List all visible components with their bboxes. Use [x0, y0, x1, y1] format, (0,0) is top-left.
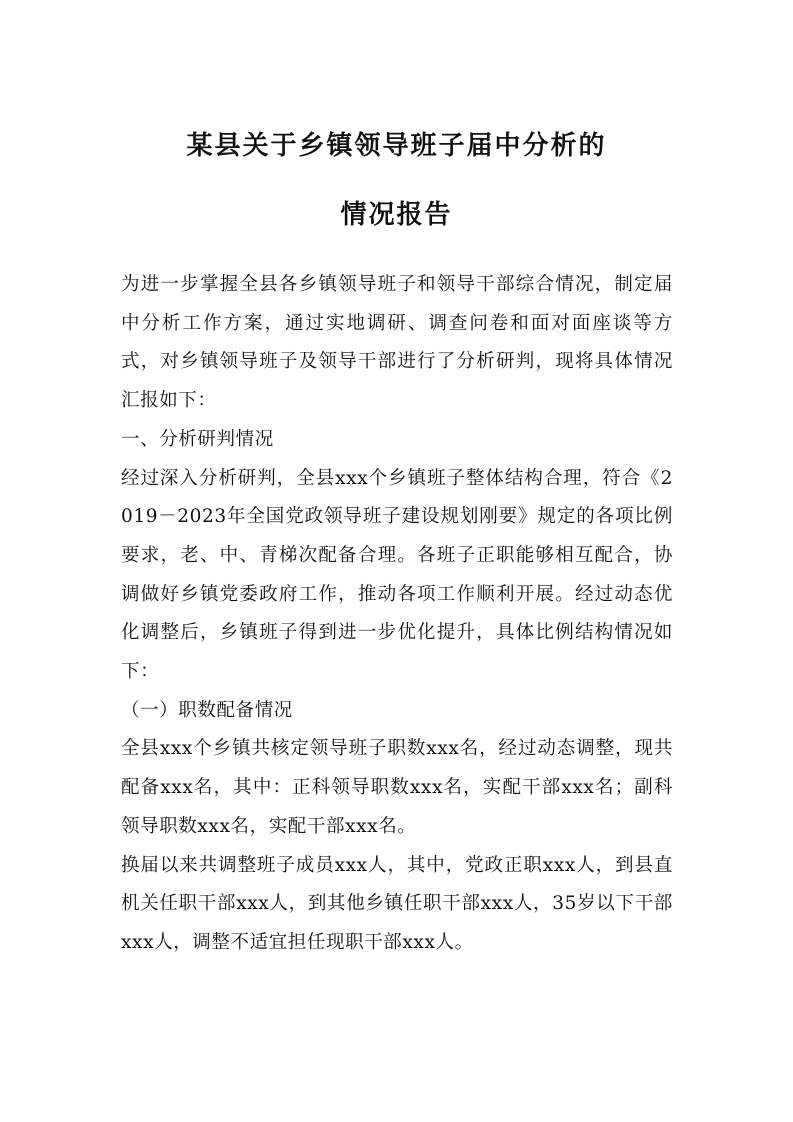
document-title-line-1: 某县关于乡镇领导班子届中分析的 — [186, 131, 607, 161]
document-body — [121, 266, 673, 963]
document-title-line-2: 情况报告 — [340, 200, 453, 230]
subsection-heading-1: （一）职数配备情况 — [121, 699, 293, 721]
staffing-paragraph: 全县xxx个乡镇共核定领导班子职数xxx名，经过动态调整，现共配备xxx名，其中：正科领导职数xxx名，实配干部xxx名；副科领导职数xxx名，实配干部xxx名。 — [121, 738, 673, 837]
adjustment-paragraph: 换届以来共调整班子成员xxx人，其中，党政正职xxx人，到县直机关任职干部xxx人，到其他乡镇任职干部xxx人，35岁以下干部xxx人，调整不适宜担任现职干部xxx人。 — [121, 854, 673, 953]
section-heading-1: 一、分析研判情况 — [121, 428, 274, 450]
analysis-paragraph: 经过深入分析研判，全县xxx个乡镇班子整体结构合理，符合《2019－2023年全国党政领导班子建设规划刚要》规定的各项比例要求，老、中、青梯次配备合理。各班子正职能够相互配合，协调做好乡镇党委政府工作，推动各项工作顺利开展。经过动态优化调整后，乡镇班子得到进一步优化提升，具体比例结构情况如下： — [121, 467, 673, 683]
intro-paragraph: 为进一步掌握全县各乡镇领导班子和领导干部综合情况，制定届中分析工作方案，通过实地调研、调查问卷和面对面座谈等方式，对乡镇领导班子及领导干部进行了分析研判，现将具体情况汇报如下： — [121, 274, 673, 412]
